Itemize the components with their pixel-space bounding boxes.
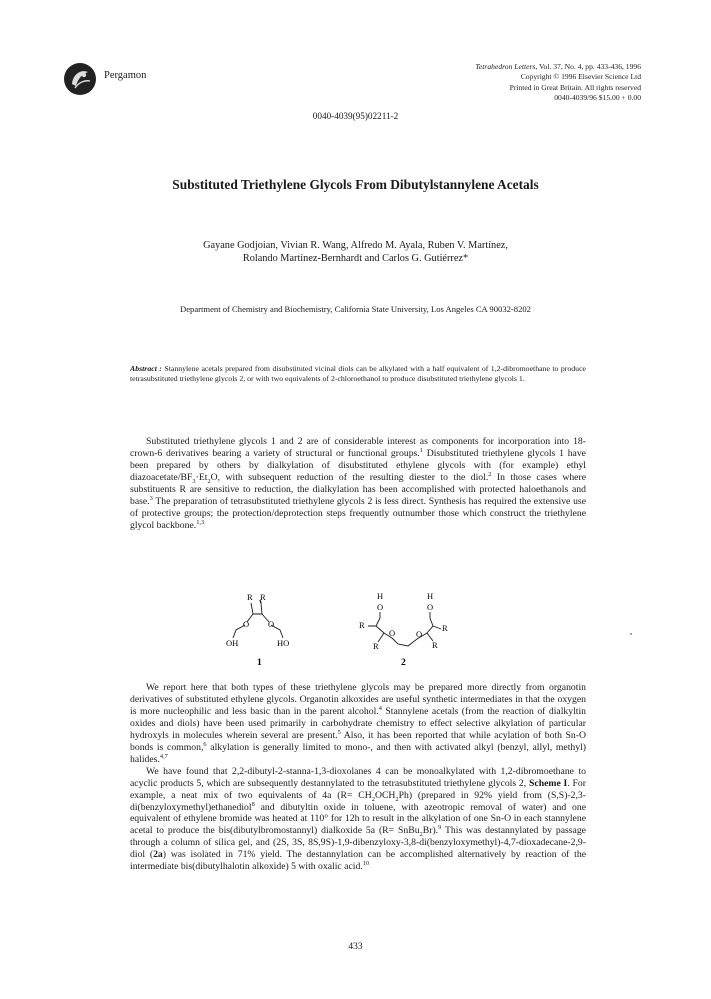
issn-price-line: 0040-4039/96 $15.00 + 0.00 — [554, 93, 641, 103]
abstract-text: Stannylene acetals prepared from disubstituted vicinal diols can be alkylated with a half equivalent of 1,2-dibromoethane to produce tetrasubstituted triethylene glycols 2, or with two equivalents of 2-chloroethanol to produce disubstituted triethylene glycols 1. — [130, 364, 586, 384]
abstract — [130, 364, 586, 385]
text-run: We report here that both types of these triethylene glycols may be prepared more directly from organotin derivatives of substituted ethylene glycols. Organotin alkoxides are useful synthetic intermediates in that the oxygen is more nucleophilic and less basic than in the parent alcohol. — [130, 682, 586, 717]
s1-r-left: R — [247, 592, 253, 602]
subscript: 2 — [207, 477, 211, 485]
s1-r-right: R — [260, 592, 266, 602]
s2-o-mid-left: O — [389, 628, 396, 638]
text-run: The preparation of tetrasubstituted triethylene glycols 2 is less direct. Synthesis has required the extensive use of protective groups; the protection/deprotection steps frequently outnumber those which construct the triethylene glycol backbone. — [130, 495, 586, 531]
text-run: This was destannylated by passage through a column of silica gel, and (2S, 3S, 8S,9S)-1,9-dibenzyloxy-3,8-di(benzyloxymethyl)-4,7-dioxadecane-2,9-diol ( — [130, 825, 586, 861]
authors-line-2: Rolando Martínez-Bernhardt and Carlos G. Gutiérrez* — [242, 253, 469, 265]
subscript: 2 — [419, 831, 423, 839]
text-run: In those cases where substituents R are sensitive to reduction, the dialkylation has been accomplished with protected haloethanols and base. — [130, 471, 587, 507]
text-run: Disubstituted triethylene glycols 1 have been prepared by others by dialkylation of disubstituted ethylene glycols with (for example) ethyl diazoacetate/BF — [130, 447, 586, 483]
text-run: . For example, a neat mix of two equivalents of 4a (R= CH — [130, 777, 586, 801]
citation-ref: 1 — [419, 446, 423, 454]
paragraph-3 — [130, 766, 586, 874]
author-list — [0, 239, 711, 265]
s2-h-right: H — [427, 591, 434, 601]
structures-figure — [200, 588, 520, 674]
structure-1 — [233, 600, 283, 638]
citation-ref: 8 — [251, 800, 255, 808]
abstract-label: Abstract : — [130, 364, 162, 373]
authors-line-1: Gayane Godjoian, Vivian R. Wang, Alfredo M. Ayala, Ruben V. Martínez, — [203, 240, 508, 251]
paragraph-2 — [130, 682, 586, 766]
text-run: OCH — [374, 789, 396, 801]
s2-r-a: R — [359, 620, 365, 630]
text-run: and dibutyltin oxide in toluene, with azeotropic removal of water) and one equivalent of ethylene bromide was heated at 110° for 12h to result in the alkylation of one Sn-O in each stannylene acetal to produce the bis(dibutylbromostannyl) dialkoxide 5a (R= SnBu — [130, 801, 586, 837]
citation-ref: 1,3 — [196, 518, 205, 526]
citation-ref: 3 — [149, 494, 153, 502]
s2-h-left: H — [377, 591, 384, 601]
printed-line: Printed in Great Britain. All rights reserved — [509, 82, 641, 92]
journal-citation — [475, 62, 641, 72]
citation-ref: 5 — [337, 728, 341, 736]
text-run: Substituted triethylene glycols 1 and 2 are of considerable interest as components for incorporation into 18-crown-6 derivatives bearing a variety of structural or functional groups. — [130, 436, 586, 459]
scan-speck — [630, 633, 632, 635]
affiliation: Department of Chemistry and Biochemistry, California State University, Los Angeles CA 90032-8202 — [180, 304, 531, 314]
text-run: O, with subsequent reduction of the resulting diester to the diol. — [210, 471, 489, 483]
subscript: 2 — [371, 795, 375, 803]
scheme-ref: Scheme I — [529, 777, 568, 789]
s2-r-d: R — [432, 640, 438, 650]
copyright-line: Copyright © 1996 Elsevier Science Ltd — [520, 72, 641, 82]
citation-ref: 4,7 — [159, 752, 168, 760]
s2-o-up-right: O — [427, 602, 434, 612]
doi-line: 0040-4039(95)02211-2 — [312, 111, 399, 121]
s2-r-b: R — [442, 623, 448, 633]
publisher-logo — [63, 62, 97, 96]
s2-o-mid-right: O — [416, 629, 423, 639]
text-run: Also, it has been reported that while acylation of both Sn-O bonds is common, — [130, 729, 586, 753]
s2-r-c: R — [373, 641, 379, 651]
citation-ref: 9 — [438, 824, 442, 832]
s2-o-up-left: O — [377, 602, 384, 612]
s1-o-left: O — [243, 619, 250, 629]
intro-paragraph — [130, 436, 586, 532]
citation-ref: 6 — [203, 740, 207, 748]
text-run: Ph) (prepared in 92% yield from (S,S)-2,3-di(benzyloxymethyl)ethanediol — [130, 789, 586, 813]
text-run: Stannylene acetals (from the reaction of dialkyltin oxides and diols) have been used primarily in carbohydrate chemistry to effect selective alkylation of particular hydroxyls in molecules wherein several are present. — [130, 705, 586, 741]
compound-ref: 2a — [153, 849, 163, 861]
text-run: ·Et — [195, 471, 208, 483]
subscript: 2 — [395, 795, 399, 803]
results-section — [130, 682, 586, 873]
page-number: 433 — [348, 942, 363, 952]
publisher-name: Pergamon — [104, 70, 147, 81]
subscript: 3 — [192, 477, 196, 485]
citation-ref: 4 — [378, 704, 382, 712]
text-run: Br). — [422, 825, 439, 837]
citation-ref: 10 — [362, 860, 370, 868]
text-run: alkylation is generally limited to mono-, and then with activated alkyl (benzyl, allyl, methyl) halides. — [130, 741, 586, 765]
text-run: ) was isolated in 71% yield. The destannylation can be accomplished alternatively by reaction of the intermediate bis(dibutylhalotin alkoxide) 5 with oxalic acid. — [130, 849, 587, 873]
text-run: We have found that 2,2-dibutyl-2-stanna-1,3-dioxolanes 4 can be monoalkylated with 1,2-dibromoethane to acyclic products 5, which are subsequently destannylated to the tetrasubstituted triethylene glycols 2, — [130, 765, 586, 789]
article-title: Substituted Triethylene Glycols From Dibutylstannylene Acetals — [172, 177, 539, 192]
structure-2 — [368, 612, 441, 646]
journal-info — [475, 62, 641, 104]
citation-ref: 2 — [488, 470, 492, 478]
journal-name: Tetrahedron Letters — [475, 62, 536, 71]
s2-label: 2 — [401, 658, 406, 668]
s1-ho: HO — [277, 638, 290, 648]
citation-details: , Vol. 37, No. 4, pp. 433-436, 1996 — [535, 62, 641, 71]
s1-label: 1 — [257, 658, 262, 668]
s1-o-right: O — [268, 619, 275, 629]
s1-oh: OH — [226, 638, 239, 648]
